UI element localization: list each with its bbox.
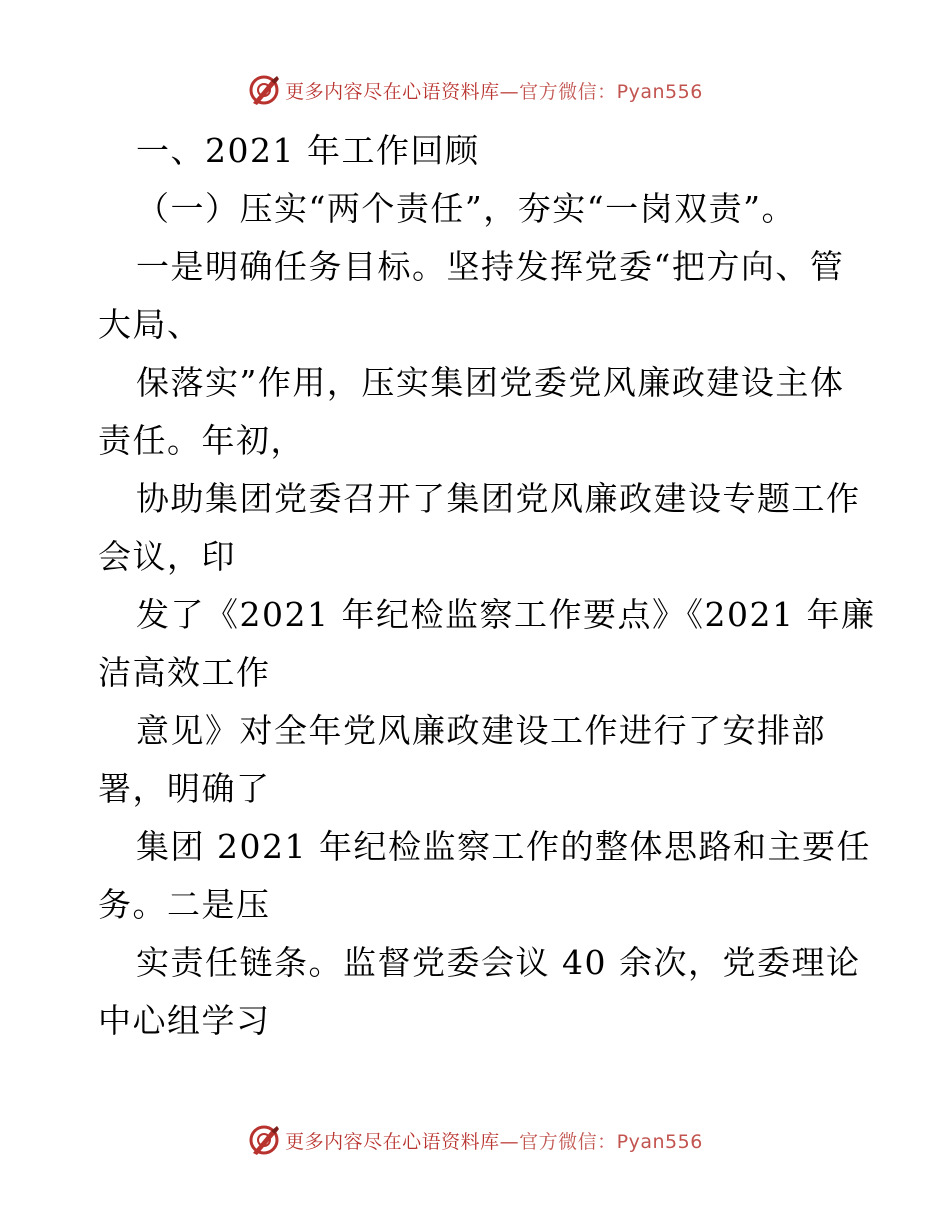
watermark-separator: — bbox=[499, 80, 520, 103]
paragraph-line: 中心组学习 bbox=[98, 1001, 271, 1040]
paragraph-line: 署，明确了 bbox=[98, 769, 271, 808]
paragraph-line: 集团 2021 年纪检监察工作的整体思路和主要任 bbox=[136, 827, 871, 866]
watermark-footer bbox=[0, 1122, 950, 1158]
section-heading: 一、2021 年工作回顾 bbox=[136, 131, 480, 170]
paragraph-line: 大局、 bbox=[98, 305, 202, 344]
watermark-text bbox=[285, 1127, 703, 1154]
paragraph-line: 协助集团党委召开了集团党风廉政建设专题工作 bbox=[136, 479, 861, 518]
paragraph-line: 意见》对全年党风廉政建设工作进行了安排部 bbox=[136, 711, 826, 750]
paragraph-line: 务。二是压 bbox=[98, 885, 271, 924]
paragraph-line: 洁高效工作 bbox=[98, 653, 271, 692]
document-body bbox=[98, 122, 876, 1050]
watermark-header bbox=[0, 72, 950, 108]
paragraph-line: 会议，印 bbox=[98, 537, 236, 576]
pen-logo-icon bbox=[247, 73, 281, 107]
watermark-text bbox=[285, 77, 703, 104]
watermark-brand: 更多内容尽在心语资料库 bbox=[285, 1130, 500, 1153]
paragraph-line: 发了《2021 年纪检监察工作要点》《2021 年廉 bbox=[136, 595, 876, 634]
paragraph-line: 责任。年初， bbox=[98, 421, 305, 460]
paragraph-line: 一是明确任务目标。坚持发挥党委“把方向、管 bbox=[136, 247, 845, 286]
paragraph-line: 实责任链条。监督党委会议 40 余次，党委理论 bbox=[136, 943, 861, 982]
watermark-brand: 更多内容尽在心语资料库 bbox=[285, 80, 500, 103]
watermark-separator: — bbox=[499, 1130, 520, 1153]
watermark-contact: 官方微信：Pyan556 bbox=[519, 80, 703, 103]
subsection-heading: （一）压实“两个责任”，夯实“一岗双责”。 bbox=[136, 189, 796, 228]
pen-logo-icon bbox=[247, 1123, 281, 1157]
watermark-contact: 官方微信：Pyan556 bbox=[519, 1130, 703, 1153]
paragraph-line: 保落实”作用，压实集团党委党风廉政建设主体 bbox=[136, 363, 845, 402]
